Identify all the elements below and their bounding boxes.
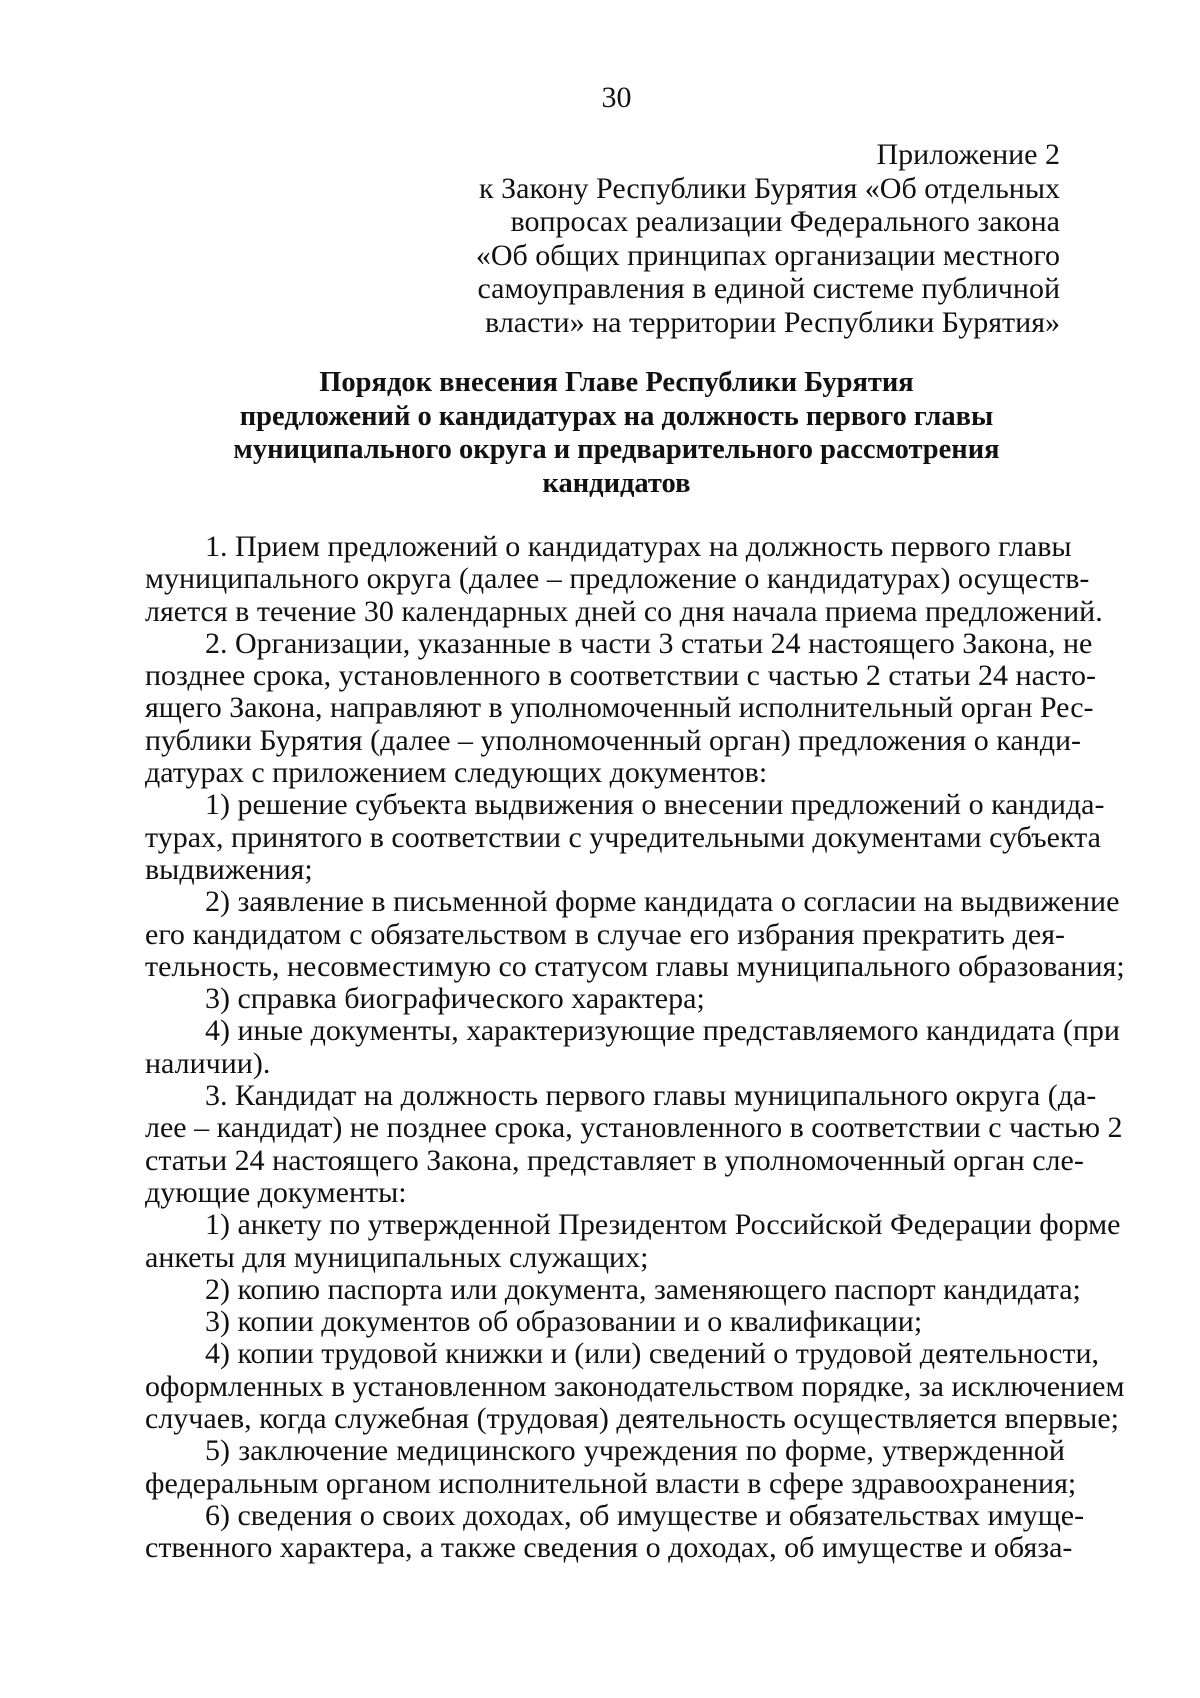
- body-line: 3) копии документов об образовании и о квалификации;: [205, 1305, 923, 1339]
- body-line: позднее срока, установленного в соответствии с частью 2 статьи 24 насто-: [145, 659, 1096, 693]
- body-line: публики Бурятия (далее – уполномоченный орган) предложения о канди-: [145, 723, 1082, 757]
- body-line: тельность, несовместимую со статусом главы муниципального образования;: [145, 949, 1125, 983]
- body-line: ственного характера, а также сведения о доходах, об имуществе и обяза-: [145, 1531, 1073, 1565]
- body-line: муниципального округа (далее – предложение о кандидатурах) осуществ-: [145, 562, 1090, 596]
- document-body: [145, 530, 1125, 1565]
- body-line: 2) копию паспорта или документа, заменяющего паспорт кандидата;: [205, 1272, 1081, 1306]
- body-line: дующие документы:: [145, 1175, 407, 1209]
- body-line: 5) заключение медицинского учреждения по форме, утвержденной: [205, 1434, 1065, 1468]
- body-line: 2. Организации, указанные в части 3 статьи 24 настоящего Закона, не: [205, 626, 1093, 660]
- appendix-line: вопросах реализации Федерального закона: [510, 205, 1060, 238]
- body-line: случаев, когда служебная (трудовая) деятельность осуществляется впервые;: [145, 1402, 1119, 1436]
- body-line: его кандидатом с обязательством в случае его избрания прекратить дея-: [145, 917, 1065, 951]
- appendix-header: [460, 138, 1060, 339]
- body-line: лее – кандидат) не позднее срока, установленного в соответствии с частью 2: [145, 1111, 1123, 1145]
- body-line: 3) справка биографического характера;: [205, 982, 705, 1016]
- title-line: кандидатов: [542, 467, 691, 499]
- body-line: 4) иные документы, характеризующие представляемого кандидата (при: [205, 1014, 1120, 1048]
- body-line: анкеты для муниципальных служащих;: [145, 1240, 649, 1274]
- body-line: федеральным органом исполнительной власти в сфере здравоохранения;: [145, 1466, 1077, 1500]
- body-line: оформленных в установленном законодательством порядке, за исключением: [145, 1369, 1125, 1403]
- body-line: выдвижения;: [145, 852, 313, 886]
- body-line: ящего Закона, направляют в уполномоченный исполнительный орган Рес-: [145, 691, 1094, 725]
- page-number: 30: [601, 81, 632, 114]
- body-line: ляется в течение 30 календарных дней со дня начала приема предложений.: [145, 594, 1103, 628]
- body-line: 4) копии трудовой книжки и (или) сведений о трудовой деятельности,: [205, 1337, 1100, 1371]
- body-line: турах, принятого в соответствии с учредительными документами субъекта: [145, 820, 1101, 854]
- appendix-line: к Закону Республики Бурятия «Об отдельных: [479, 171, 1060, 205]
- body-line: датурах с приложением следующих документов:: [145, 756, 768, 790]
- appendix-line: Приложение 2: [876, 138, 1060, 171]
- body-line: 1. Прием предложений о кандидатурах на должность первого главы: [205, 530, 1072, 563]
- title-line: Порядок внесения Главе Республики Бурятия: [319, 367, 914, 398]
- appendix-line: власти» на территории Республики Бурятия»: [485, 305, 1060, 339]
- body-line: 1) решение субъекта выдвижения о внесении предложений о кандида-: [205, 788, 1105, 822]
- body-line: 2) заявление в письменной форме кандидата о согласии на выдвижение: [205, 885, 1120, 919]
- body-line: статьи 24 настоящего Закона, представляет в уполномоченный орган сле-: [145, 1143, 1084, 1177]
- body-line: 3. Кандидат на должность первого главы муниципального округа (да-: [205, 1079, 1097, 1113]
- appendix-line: «Об общих принципах организации местного: [475, 238, 1060, 272]
- body-line: 1) анкету по утвержденной Президентом Российской Федерации форме: [205, 1208, 1121, 1242]
- title-line: предложений о кандидатурах на должность первого главы: [239, 400, 994, 432]
- document-title: [0, 366, 1200, 500]
- title-line: муниципального округа и предварительного рассмотрения: [233, 434, 1000, 465]
- body-line: наличии).: [145, 1046, 271, 1080]
- appendix-line: самоуправления в единой системе публичной: [477, 272, 1060, 305]
- body-line: 6) сведения о своих доходах, об имуществе и обязательствах имуще-: [205, 1498, 1085, 1532]
